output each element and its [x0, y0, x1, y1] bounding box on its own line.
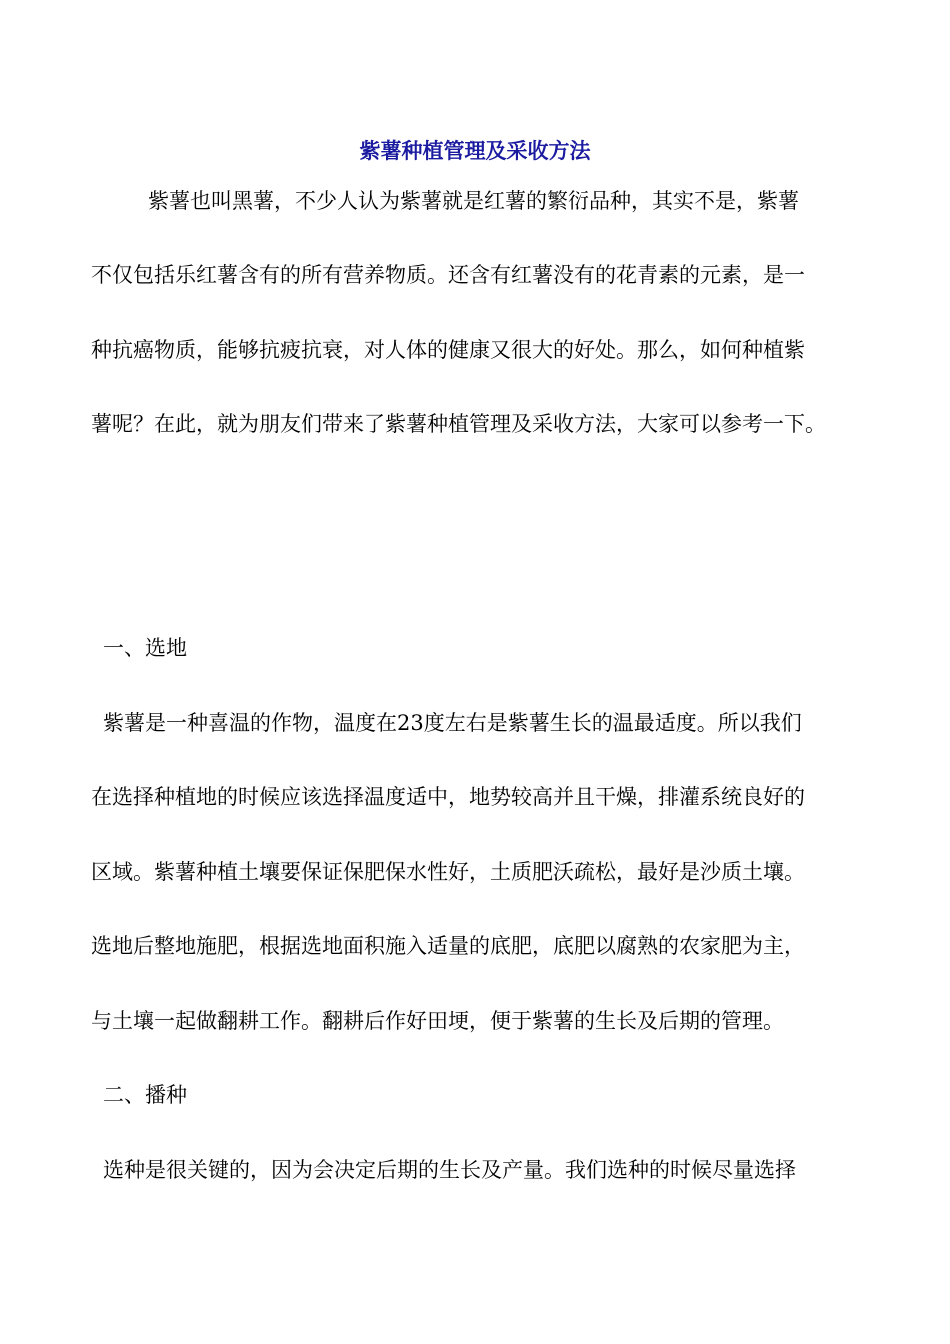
section-heading-sowing: 二、播种 [103, 1083, 187, 1107]
section1-line-5: 与土壤一起做翻耕工作。翻耕后作好田埂，便于紫薯的生长及后期的管理。 [91, 1009, 784, 1033]
intro-line-1: 紫薯也叫黑薯，不少人认为紫薯就是红薯的繁衍品种，其实不是，紫薯 [148, 189, 799, 213]
document-title: 紫薯种植管理及采收方法 [359, 138, 591, 163]
section2-line-1: 选种是很关键的，因为会决定后期的生长及产量。我们选种的时候尽量选择 [103, 1158, 796, 1182]
intro-line-2: 不仅包括乐红薯含有的所有营养物质。还含有红薯没有的花青素的元素，是一 [91, 263, 805, 287]
section1-line-3: 区域。紫薯种植土壤要保证保肥保水性好，土质肥沃疏松，最好是沙质土壤。 [91, 860, 805, 884]
section1-line-2: 在选择种植地的时候应该选择温度适中，地势较高并且干燥，排灌系统良好的 [91, 785, 805, 809]
section1-line-1: 紫薯是一种喜温的作物，温度在23度左右是紫薯生长的温最适度。所以我们 [103, 711, 802, 735]
intro-line-4: 薯呢？在此，就为朋友们带来了紫薯种植管理及采收方法，大家可以参考一下。 [91, 412, 826, 436]
intro-line-3: 种抗癌物质，能够抗疲抗衰，对人体的健康又很大的好处。那么，如何种植紫 [91, 338, 805, 362]
section1-line-4: 选地后整地施肥，根据选地面积施入适量的底肥，底肥以腐熟的农家肥为主， [91, 934, 805, 958]
section-heading-site-selection: 一、选地 [103, 636, 187, 660]
